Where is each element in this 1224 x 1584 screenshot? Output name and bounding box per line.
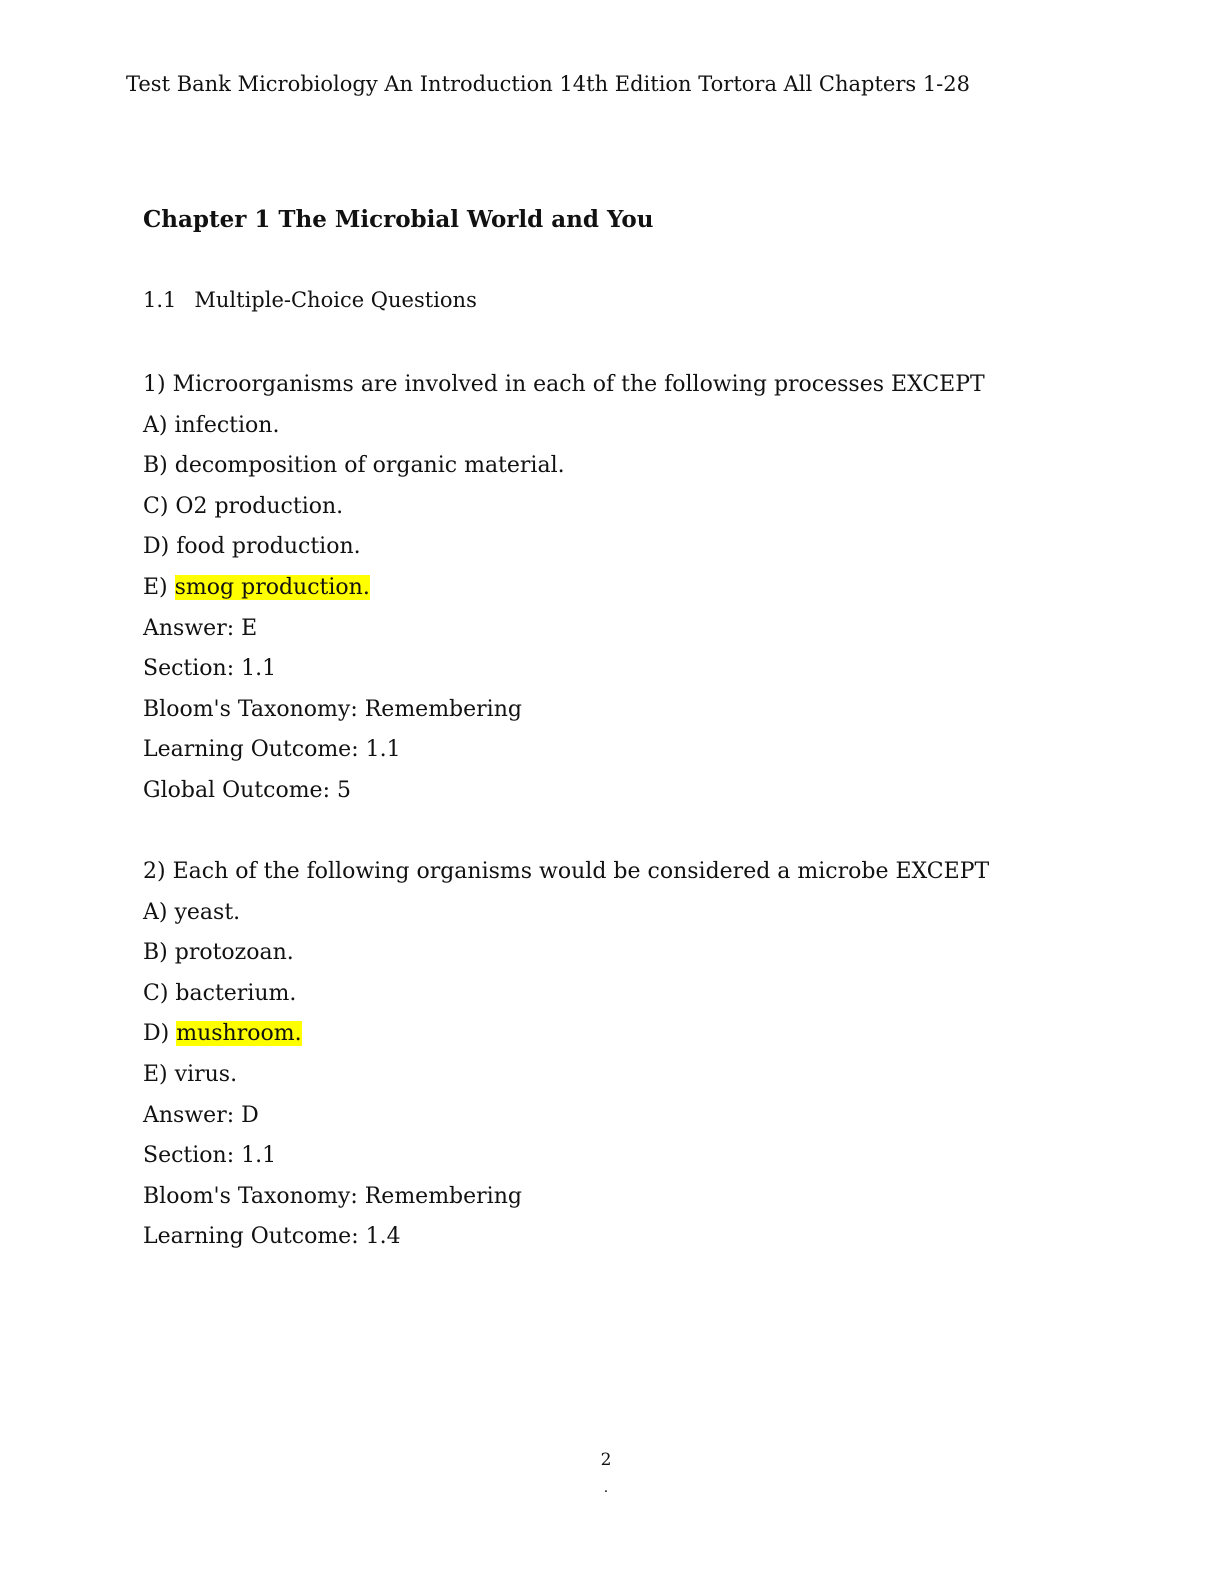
section-line: Section: 1.1 bbox=[143, 1143, 277, 1169]
chapter-title: Chapter 1 The Microbial World and You bbox=[143, 206, 654, 233]
answer-line: Answer: E bbox=[143, 615, 258, 641]
option-c bbox=[143, 490, 985, 531]
option-letter: E) bbox=[143, 574, 175, 600]
learning-outcome-line: Learning Outcome: 1.4 bbox=[143, 1224, 401, 1250]
option-c bbox=[143, 977, 989, 1018]
option-text: food production. bbox=[176, 534, 361, 560]
highlighted-correct-option: mushroom. bbox=[176, 1021, 302, 1047]
option-letter: C) bbox=[143, 493, 176, 519]
section-heading bbox=[143, 288, 477, 312]
option-text: O2 production. bbox=[175, 493, 344, 519]
question-stem: 1) Microorganisms are involved in each of the following processes EXCEPT bbox=[143, 372, 985, 397]
running-header: Test Bank Microbiology An Introduction 14th Edition Tortora All Chapters 1-28 bbox=[126, 72, 970, 96]
page-number: 2 bbox=[600, 1450, 612, 1470]
option-a bbox=[143, 409, 985, 450]
blooms-taxonomy-line: Bloom's Taxonomy: Remembering bbox=[143, 1183, 522, 1209]
option-d bbox=[143, 530, 985, 571]
option-letter: A) bbox=[143, 899, 175, 925]
section-title: Multiple-Choice Questions bbox=[194, 288, 477, 312]
blooms-taxonomy-line: Bloom's Taxonomy: Remembering bbox=[143, 696, 522, 722]
option-text: yeast. bbox=[174, 899, 241, 925]
option-text: protozoan. bbox=[174, 940, 294, 966]
option-b bbox=[143, 449, 985, 490]
option-text: virus. bbox=[174, 1061, 238, 1087]
option-text: bacterium. bbox=[175, 980, 297, 1006]
option-a bbox=[143, 896, 989, 937]
footer-dot: . bbox=[603, 1480, 609, 1496]
option-d bbox=[143, 1017, 989, 1058]
option-letter: D) bbox=[143, 534, 177, 560]
option-text: infection. bbox=[174, 412, 280, 438]
option-letter: B) bbox=[143, 453, 175, 479]
section-number: 1.1 bbox=[143, 288, 177, 312]
learning-outcome-line: Learning Outcome: 1.1 bbox=[143, 737, 401, 763]
question-2 bbox=[143, 855, 989, 1261]
section-line: Section: 1.1 bbox=[143, 656, 277, 682]
option-letter: D) bbox=[143, 1021, 177, 1047]
option-letter: B) bbox=[143, 940, 175, 966]
highlighted-correct-option: smog production. bbox=[174, 574, 370, 600]
option-letter: C) bbox=[143, 980, 176, 1006]
option-letter: E) bbox=[143, 1061, 175, 1087]
option-b bbox=[143, 936, 989, 977]
question-1 bbox=[143, 368, 985, 815]
option-text: decomposition of organic material. bbox=[174, 453, 565, 479]
option-letter: A) bbox=[143, 412, 175, 438]
option-e bbox=[143, 571, 985, 612]
answer-line: Answer: D bbox=[143, 1102, 259, 1128]
option-e bbox=[143, 1058, 989, 1099]
question-stem: 2) Each of the following organisms would be considered a microbe EXCEPT bbox=[143, 859, 990, 884]
global-outcome-line: Global Outcome: 5 bbox=[143, 777, 351, 803]
